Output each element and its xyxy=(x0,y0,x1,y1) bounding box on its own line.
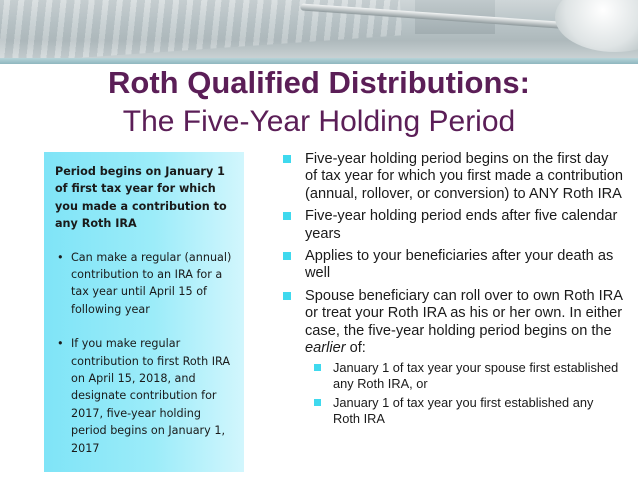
list-item xyxy=(283,208,623,243)
bullet-list-column xyxy=(283,151,623,432)
slide-title: Roth Qualified Distributions: xyxy=(108,65,530,100)
list-item-text: Five-year holding period ends after five calendar years xyxy=(305,208,618,242)
emphasis-text: earlier xyxy=(305,340,346,357)
header-banner-image xyxy=(0,0,638,58)
callout-box xyxy=(44,152,244,472)
callout-list xyxy=(55,249,236,457)
banner-cup xyxy=(555,0,638,52)
list-item-text-tail: of: xyxy=(345,340,366,357)
list-item xyxy=(283,288,623,428)
bullet-list xyxy=(283,151,623,427)
callout-lead: Period begins on January 1 of first tax year for which you made a contribution to any Roth IRA xyxy=(55,165,227,231)
square-bullet-icon xyxy=(283,292,291,300)
sub-bullet-list xyxy=(305,360,623,427)
callout-item: • Can make a regular (annual) contribution to an IRA for a tax year until April 15 of following year xyxy=(55,249,236,319)
slide-subtitle: The Five-Year Holding Period xyxy=(122,105,516,138)
sub-list-item-text: January 1 of tax year you first established any Roth IRA xyxy=(333,395,594,427)
sub-list-item xyxy=(305,360,623,392)
square-bullet-icon xyxy=(283,212,291,220)
list-item xyxy=(283,151,623,203)
square-bullet-icon xyxy=(283,252,291,260)
list-item xyxy=(283,248,623,283)
square-bullet-icon xyxy=(314,399,321,406)
list-item-text: Spouse beneficiary can roll over to own Roth IRA or treat your Roth IRA as his or her own. In either case, the five-year holding period begins on the xyxy=(305,287,623,339)
square-bullet-icon xyxy=(314,364,321,371)
square-bullet-icon xyxy=(283,155,291,163)
sub-list-item-text: January 1 of tax year your spouse first established any Roth IRA, or xyxy=(333,360,619,392)
callout-item: • If you make regular contribution to first Roth IRA on April 15, 2018, and designate contribution for 2017, five-year holding period begins on January 1, 2017 xyxy=(55,335,236,457)
sub-list-item xyxy=(305,395,623,427)
list-item-text: Applies to your beneficiaries after your death as well xyxy=(305,248,614,282)
list-item-text: Five-year holding period begins on the first day of tax year for which you first made a contribution (annual, rollover, or conversion) to ANY Roth IRA xyxy=(305,151,623,202)
